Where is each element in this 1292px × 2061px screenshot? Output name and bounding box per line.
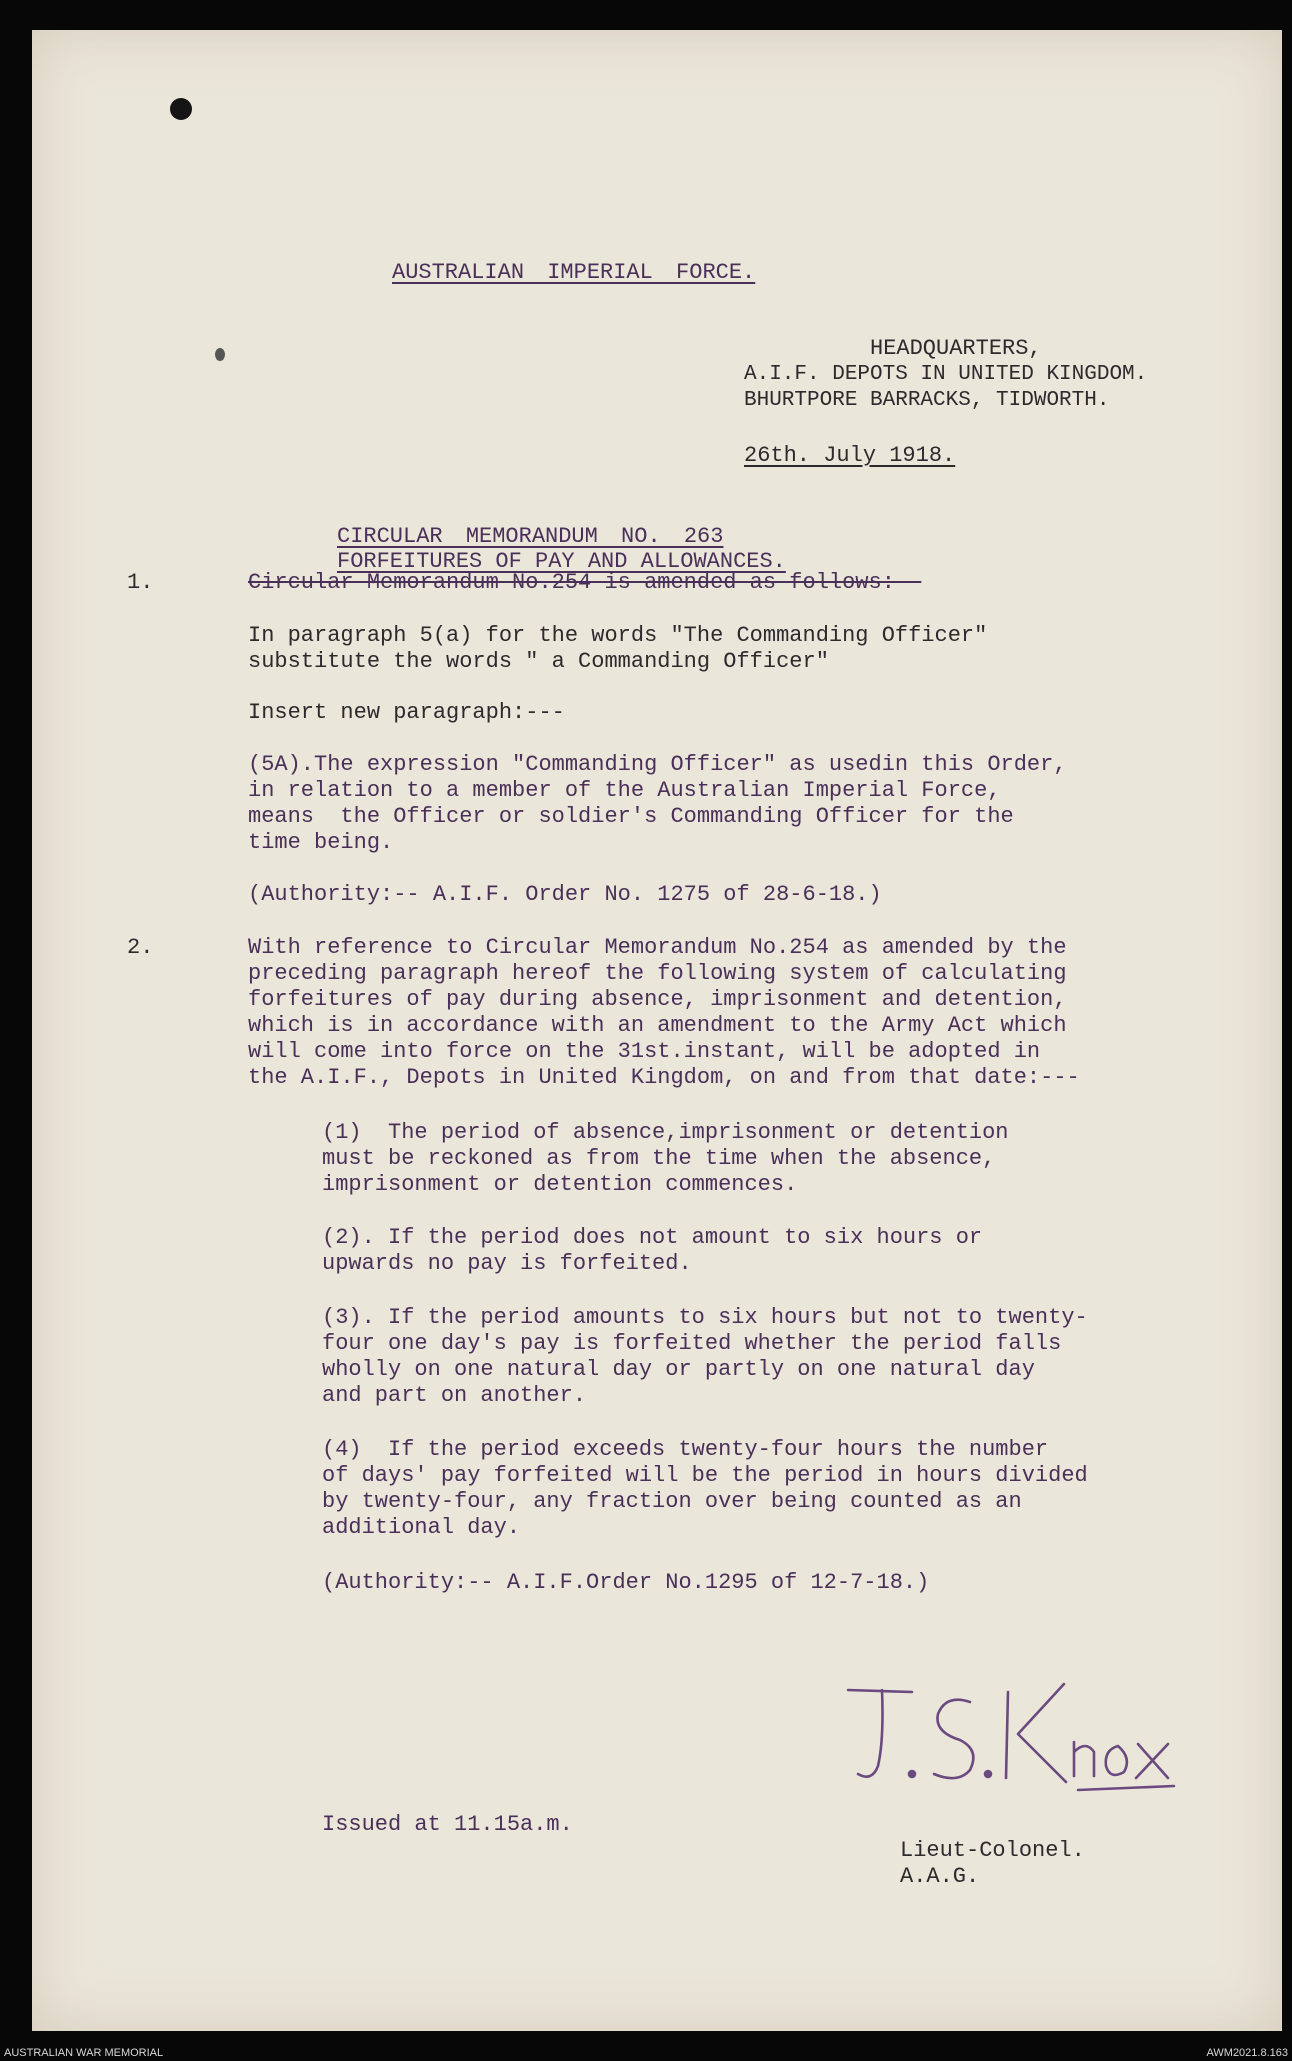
punch-hole-small [215,348,225,361]
signature [842,1670,1182,1800]
item-3-line-3: wholly on one natural day or partly on one natural day [322,1357,1035,1382]
doc-date: 26th. July 1918. [744,443,956,468]
memo-subject: FORFEITURES OF PAY AND ALLOWANCES. [337,549,786,574]
item-4-line-1: (4) If the period exceeds twenty-four hours the number [322,1437,1049,1462]
item-4-line-4: additional day. [322,1515,521,1540]
para-1-line-1: Circular Memorandum No.254 is amended as follows:-- [248,570,922,595]
hq-line-1: HEADQUARTERS, [870,336,1042,361]
item-3-line-2: four one day's pay is forfeited whether the period falls [322,1331,1062,1356]
item-3-line-1: (3). If the period amounts to six hours but not to twenty- [322,1305,1088,1330]
signatory-rank: Lieut-Colonel. [900,1838,1085,1863]
para-1-line-3: substitute the words " a Commanding Officer" [248,649,829,674]
punch-hole [170,98,192,120]
para-2-intro-4: which is in accordance with an amendment to the Army Act which [248,1013,1067,1038]
para-2-intro-6: the A.I.F., Depots in United Kingdom, on and from that date:--- [248,1065,1080,1090]
para-1-line-4: Insert new paragraph:--- [248,700,565,725]
para-5a-line-4: time being. [248,830,394,855]
para-1-number: 1. [127,570,154,595]
para-1-authority: (Authority:-- A.I.F. Order No. 1275 of 28-6-18.) [248,882,882,907]
item-4-line-3: by twenty-four, any fraction over being counted as an [322,1489,1022,1514]
issued-time: Issued at 11.15a.m. [322,1812,573,1837]
document-page [32,30,1282,2031]
para-2-intro-5: will come into force on the 31st.instant, will be adopted in [248,1039,1041,1064]
para-5a-line-3: means the Officer or soldier's Commanding Officer for the [248,804,1014,829]
memo-title: CIRCULAR MEMORANDUM NO. 263 [337,524,724,549]
para-2-number: 2. [127,935,154,960]
para-2-intro-1: With reference to Circular Memorandum No.254 as amended by the [248,935,1067,960]
item-1-line-3: imprisonment or detention commences. [322,1172,798,1197]
para-2-intro-2: preceding paragraph hereof the following system of calculating [248,961,1067,986]
footer-accession: AWM2021.8.163 [1206,2047,1288,2059]
item-3-line-4: and part on another. [322,1383,587,1408]
item-2-line-2: upwards no pay is forfeited. [322,1251,692,1276]
para-1-line-2: In paragraph 5(a) for the words "The Commanding Officer" [248,623,988,648]
hq-line-3: BHURTPORE BARRACKS, TIDWORTH. [744,389,1110,412]
item-2-line-1: (2). If the period does not amount to six hours or [322,1225,983,1250]
item-1-line-1: (1) The period of absence,imprisonment or detention [322,1120,1009,1145]
para-5a-line-1: (5A).The expression "Commanding Officer" as usedin this Order, [248,752,1067,777]
doc-title: AUSTRALIAN IMPERIAL FORCE. [392,260,756,285]
signatory-role: A.A.G. [900,1864,980,1889]
para-2-authority: (Authority:-- A.I.F.Order No.1295 of 12-7-18.) [322,1570,930,1595]
para-2-intro-3: forfeitures of pay during absence, imprisonment and detention, [248,987,1067,1012]
item-1-line-2: must be reckoned as from the time when the absence, [322,1146,996,1171]
item-4-line-2: of days' pay forfeited will be the period in hours divided [322,1463,1088,1488]
footer-source: AUSTRALIAN WAR MEMORIAL [4,2047,164,2059]
hq-line-2: A.I.F. DEPOTS IN UNITED KINGDOM. [744,363,1148,386]
para-5a-line-2: in relation to a member of the Australian Imperial Force, [248,778,1001,803]
